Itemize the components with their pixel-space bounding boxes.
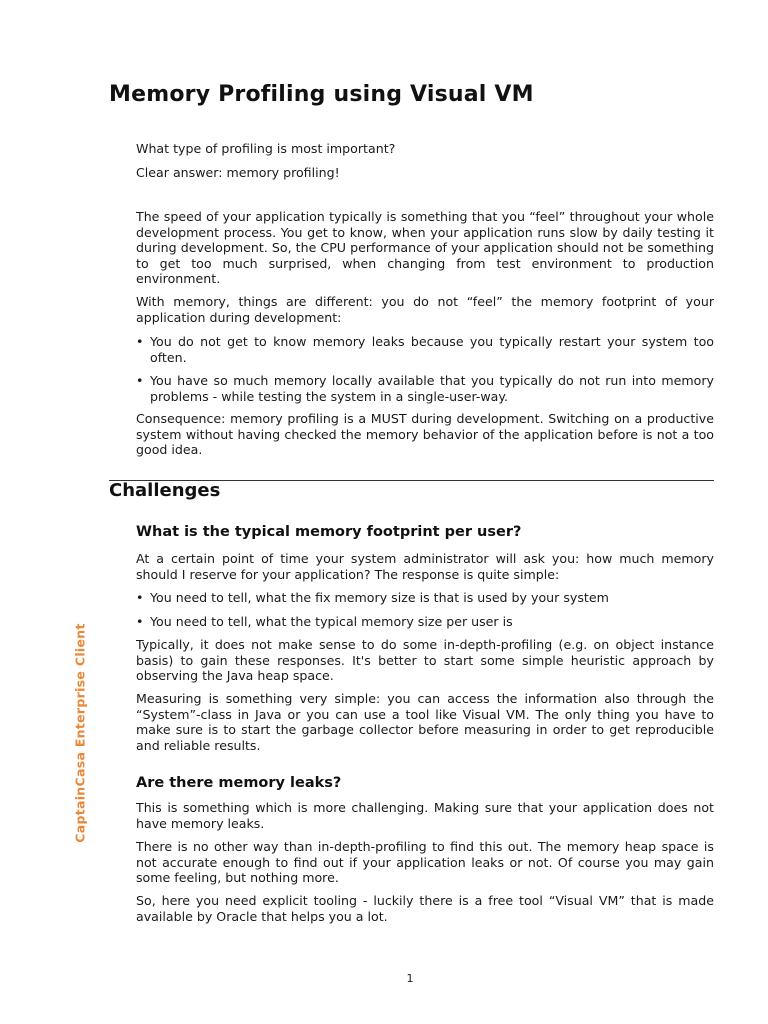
side-brand-label: CaptainCasa Enterprise Client — [72, 623, 88, 843]
memory-bullet-leaks: • You do not get to know memory leaks because you typically restart your system too often. — [136, 334, 714, 365]
leaks-paragraph-3: So, here you need explicit tooling - luckily there is a free tool “Visual VM” that is made available by Oracle that helps you a lot. — [136, 893, 714, 924]
intro-question: What type of profiling is most important? — [136, 141, 396, 156]
challenges-heading: Challenges — [109, 480, 221, 501]
leaks-heading: Are there memory leaks? — [136, 775, 342, 791]
typically-paragraph: Typically, it does not make sense to do some in-depth-profiling (e.g. on object instance basis) to gain these responses. It's better to start some simple heuristic approach by observing the Java heap space. — [136, 637, 714, 684]
intro-answer: Clear answer: memory profiling! — [136, 165, 340, 180]
leaks-paragraph-2: There is no other way than in-depth-profiling to find this out. The memory heap space is not accurate enough to find out if your application leaks or not. Of course you may gain some feeling, but nothing more. — [136, 839, 714, 886]
measuring-paragraph: Measuring is something very simple: you can access the information also through the “System”-class in Java or you can use a tool like Visual VM. The only thing you have to make sure is to start the garbage collector before measuring in order to get reproducible and reliable results. — [136, 691, 714, 753]
footprint-bullet-user: • You need to tell, what the typical memory size per user is — [136, 614, 714, 630]
footprint-heading: What is the typical memory footprint per user? — [136, 524, 522, 540]
memory-bullet-local: • You have so much memory locally available that you typically do not run into memory problems - while testing the system in a single-user-way. — [136, 373, 714, 404]
memory-paragraph: With memory, things are different: you do not “feel” the memory footprint of your application during development: — [136, 294, 714, 325]
page-title: Memory Profiling using Visual VM — [109, 82, 534, 107]
consequence-paragraph: Consequence: memory profiling is a MUST during development. Switching on a productive system without having checked the memory behavior of the application before is not a too good idea. — [136, 411, 714, 458]
page-number: 1 — [406, 972, 414, 985]
speed-paragraph: The speed of your application typically is something that you “feel” throughout your whole development process. You get to know, when your application runs slow by daily testing it during development. So, the CPU performance of your application should not be something to get too much surprised, when changing from test environment to production environment. — [136, 209, 714, 287]
footprint-bullet-fix: • You need to tell, what the fix memory size is that is used by your system — [136, 590, 714, 606]
leaks-paragraph-1: This is something which is more challenging. Making sure that your application does not have memory leaks. — [136, 800, 714, 831]
footprint-intro: At a certain point of time your system administrator will ask you: how much memory should I reserve for your application? The response is quite simple: — [136, 551, 714, 582]
